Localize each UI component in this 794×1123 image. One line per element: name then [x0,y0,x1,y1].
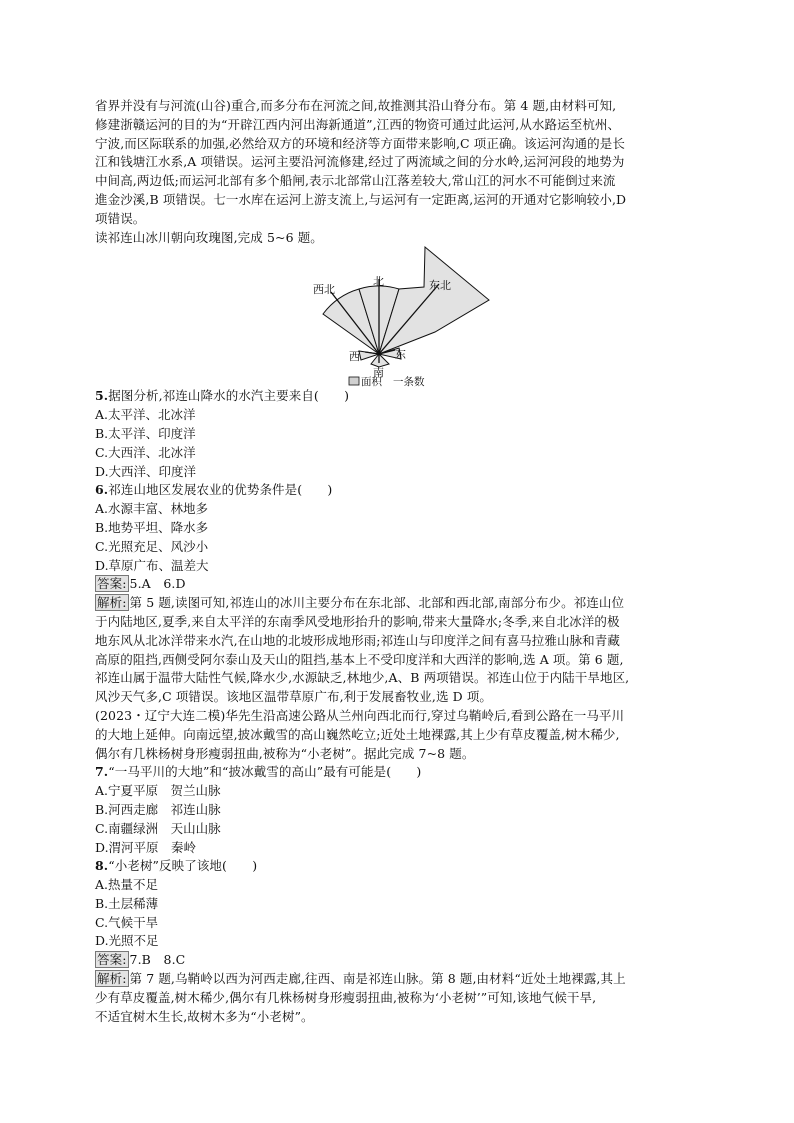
option-7c: C.南疆绿洲 天山山脉 [95,820,221,836]
text-line [95,970,713,989]
option-8a: A.热量不足 [95,877,159,893]
label-north: 北 [373,275,384,289]
option-7a: A.宁夏平原 贺兰山脉 [95,783,221,799]
option-5d: D.大西洋、印度洋 [95,463,197,479]
legend-area: 面积 [361,376,382,389]
label-west: 西 [349,350,360,364]
text-line: 高原的阻挡,西侧受阿尔泰山及天山的阻挡,基本上不受印度洋和大西洋的影响,选 A 项。第 6 题, [95,651,624,667]
option-6c: C.光照充足、风沙小 [95,538,209,554]
analysis-tag: 解析: [97,971,127,987]
analysis-tag: 解析: [97,595,127,611]
option-7d: D.渭河平原 秦岭 [95,839,197,855]
answer-tag: 答案: [97,576,127,592]
text-line: 祁连山属于温带大陆性气候,降水少,水源缺乏,林地少,A、B 两项错误。祁连山位于内陆干旱地区, [95,670,630,686]
option-6a: A.水源丰富、林地多 [95,501,209,517]
question-number: 6. [95,482,109,498]
answer-tag: 答案: [97,952,127,968]
text-line: 修建浙赣运河的目的为“开辟江西内河出海新通道”,江西的物资可通过此运河,从水路运至杭州、 [95,116,621,132]
text-line: (2023・辽宁大连二模)华先生沿高速公路从兰州向西北而行,穿过乌鞘岭后,看到公路在一马平川 [95,707,625,723]
option-6d: D.草原广布、温差大 [95,557,209,573]
text-line: 的大地上延伸。向南远望,披冰戴雪的高山巍然屹立;近处土地裸露,其上少有草皮覆盖,树木稀少, [95,726,620,742]
text-line: 江和钱塘江水系,A 项错误。运河主要沿河流修建,经过了两流域之间的分水岭,运河河段的地势为 [95,154,625,170]
question-stem: “小老树”反映了该地( ) [108,858,258,874]
sector-northeast [379,247,489,354]
answer-block-2 [95,951,713,970]
text-line: 地东风从北冰洋带来水汽,在山地的北坡形成地形雨;祁连山与印度洋之间有喜马拉雅山脉和青藏 [95,632,620,648]
question-stem: 祁连山地区发展农业的优势条件是( ) [108,482,333,498]
glacier-rose-diagram [95,247,713,387]
option-7b: B.河西走廊 祁连山脉 [95,801,221,817]
analysis-block-1 [95,594,713,707]
analysis-block-2 [95,970,713,1026]
option-8b: B.土层稀薄 [95,895,159,911]
option-5b: B.太平洋、印度洋 [95,425,196,441]
legend-area-swatch [349,377,359,385]
question-6 [95,481,713,500]
label-south: 南 [373,366,384,380]
label-northwest: 西北 [313,283,335,297]
label-east: 东 [395,348,406,362]
analysis-text: 第 5 题,读图可知,祁连山的冰川主要分布在东北部、北部和西北部,南部分布少。祁连山位 [129,595,625,611]
option-5c: C.大西洋、北冰洋 [95,444,196,460]
text-line: 偶尔有几株杨树身形瘦弱扭曲,被称为“小老树”。据此完成 7~8 题。 [95,745,475,761]
legend-count: 一条数 [393,376,425,389]
text-line: 進金沙溪,B 项错误。七一水库在运河上游支流上,与运河有一定距离,运河的开通对它影响较小,D [95,191,627,207]
figure-intro: 读祁连山冰川朝向玫瑰图,完成 5~6 题。 [95,229,323,245]
question-stem: 据图分析,祁连山降水的水汽主要来自( ) [108,388,350,404]
option-8d: D.光照不足 [95,933,159,949]
passage-2 [95,707,713,763]
text-line: 项错误。 [95,210,146,226]
text-line: 少有草皮覆盖,树木稀少,偶尔有几株杨树身形瘦弱扭曲,被称为‘小老树’”可知,该地气候干旱, [95,989,597,1005]
label-northeast: 东北 [429,279,451,293]
page-content [95,97,713,1026]
text-line: 风沙天气多,C 项错误。该地区温带草原广布,利于发展畜牧业,选 D 项。 [95,689,493,705]
intro-paragraph [95,97,713,229]
question-number: 5. [95,388,109,404]
question-7 [95,763,713,782]
text-line: 中间高,两边低;而运河北部有多个船闸,表示北部常山江落差较大,常山江的河水不可能倒过来流 [95,173,616,189]
answer-text: 7.B 8.C [129,952,186,968]
answer-text: 5.A 6.D [129,576,186,592]
question-5 [95,387,713,406]
text-line: 省界并没有与河流(山谷)重合,而多分布在河流之间,故推测其沿山脊分布。第 4 题,由材料可知, [95,98,617,113]
option-6b: B.地势平坦、降水多 [95,519,209,535]
answer-block-1 [95,575,713,594]
question-number: 7. [95,764,109,780]
option-5a: A.太平洋、北冰洋 [95,407,196,423]
option-8c: C.气候干旱 [95,914,159,930]
question-8 [95,857,713,876]
question-stem: “一马平川的大地”和“披冰戴雪的高山”最有可能是( ) [108,764,422,780]
text-line: 宁波,而区际联系的加强,必然给双方的环境和经济等方面带来影响,C 项正确。该运河沟通的是长 [95,135,625,151]
rose-chart [313,247,495,389]
text-line: 不适宜树木生长,故树木多为“小老树”。 [95,1008,314,1024]
analysis-text: 第 7 题,乌鞘岭以西为河西走廊,往西、南是祁连山脉。第 8 题,由材料“近处土地裸露,其上 [129,971,626,987]
text-line [95,594,713,613]
question-number: 8. [95,858,109,874]
text-line: 于内陆地区,夏季,来自太平洋的东南季风受地形抬升的影响,带来大量降水;冬季,来自北冰洋的极 [95,613,620,629]
